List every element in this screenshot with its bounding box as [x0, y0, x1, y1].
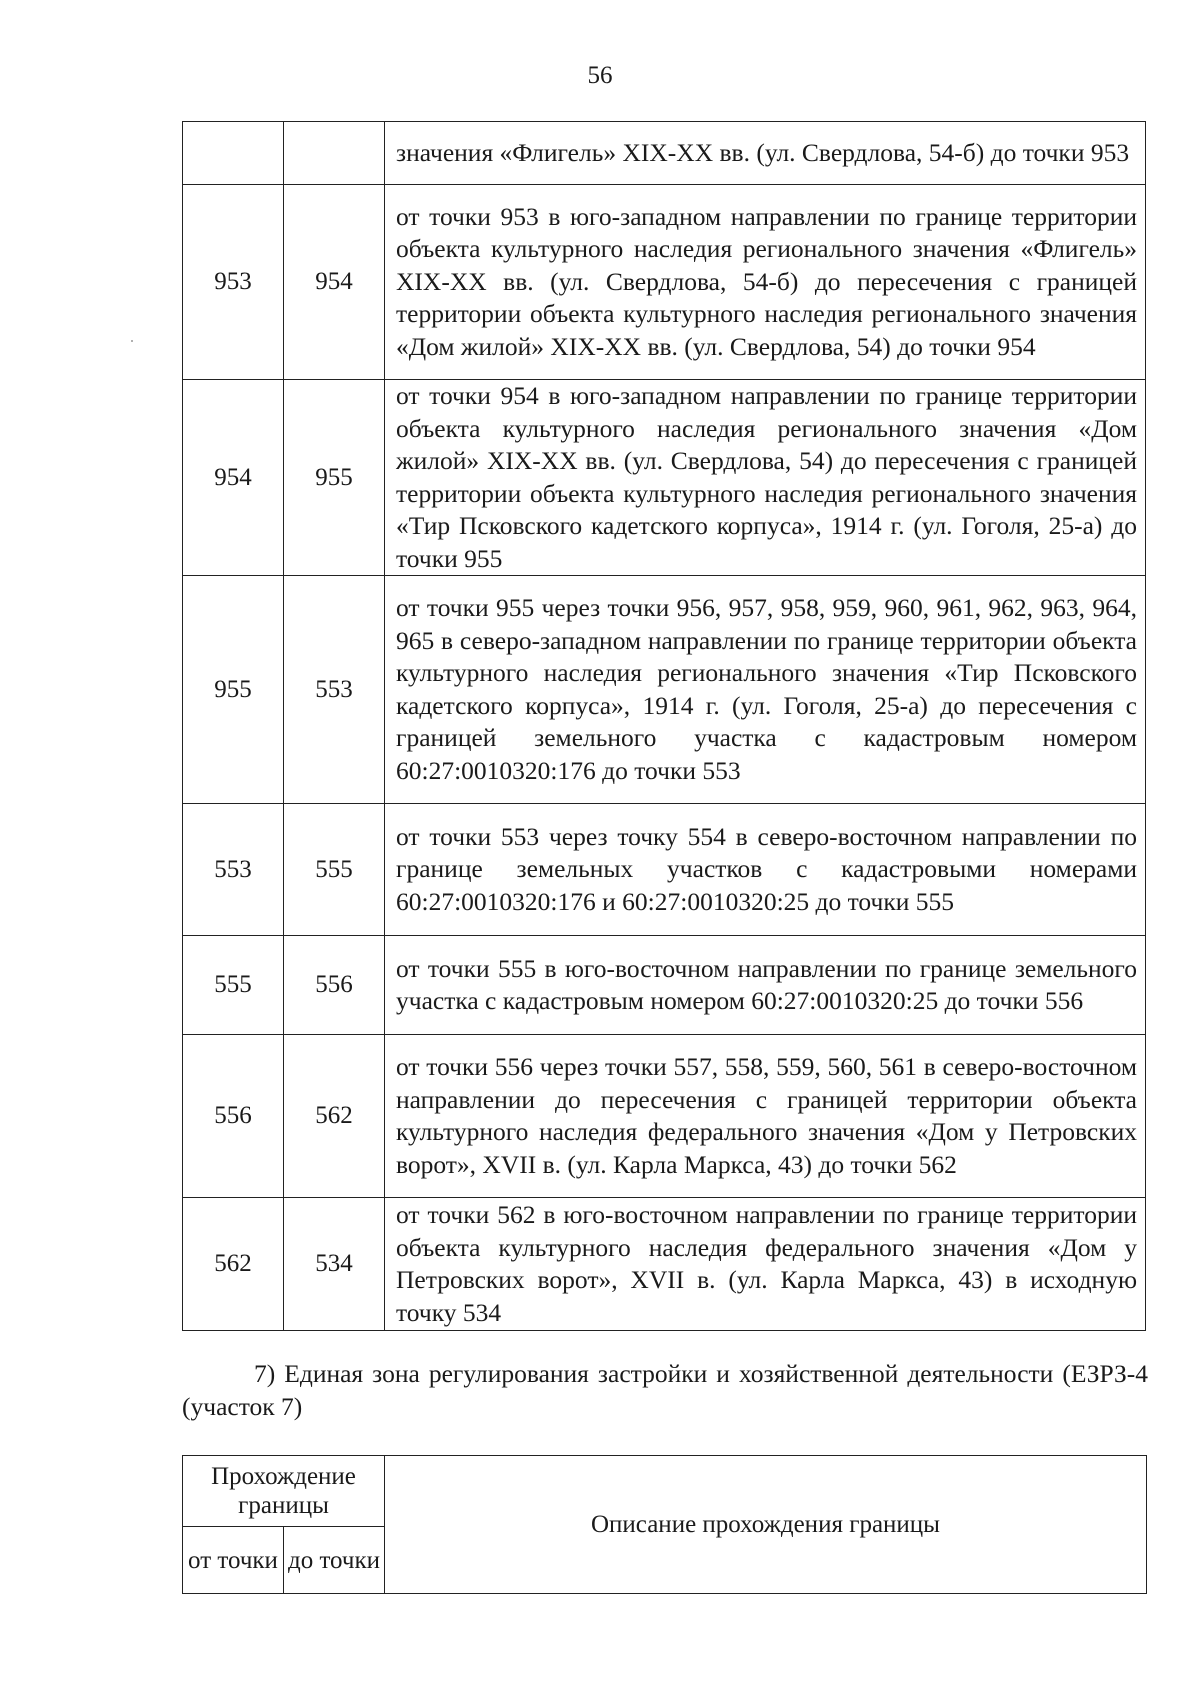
scan-speck [131, 340, 133, 342]
from-point-cell: 556 [183, 1035, 284, 1198]
description-cell: от точки 553 через точку 554 в северо-восточном направлении по границе земельных участков с кадастровыми номерами 60:27:0010320:176 и 60:27:0010320:25 до точки 555 [385, 804, 1146, 936]
table-row [183, 1035, 1146, 1198]
to-point-cell: 955 [284, 380, 385, 576]
header-row [183, 1456, 1147, 1527]
from-point-cell: 562 [183, 1198, 284, 1331]
from-point-cell: 954 [183, 380, 284, 576]
to-point-cell: 555 [284, 804, 385, 936]
table-row [183, 122, 1146, 185]
from-point-cell: 555 [183, 936, 284, 1035]
boundary-header-table [182, 1455, 1147, 1594]
to-point-header: до точки [284, 1527, 385, 1594]
page-number: 56 [587, 62, 613, 89]
to-point-cell: 534 [284, 1198, 385, 1331]
to-point-cell: 556 [284, 936, 385, 1035]
to-point-cell [284, 122, 385, 185]
description-cell: от точки 953 в юго-западном направлении по границе территории объекта культурного наследия регионального значения «Флигель» XIX-XX вв. (ул. Свердлова, 54-б) до пересечения с границей территории объекта культурного наследия регионального значения «Дом жилой» XIX-XX вв. (ул. Свердлова, 54) до точки 954 [385, 185, 1146, 380]
table-row [183, 936, 1146, 1035]
description-cell: значения «Флигель» XIX-XX вв. (ул. Свердлова, 54-б) до точки 953 [385, 122, 1146, 185]
boundary-table [182, 121, 1146, 1331]
table-row [183, 576, 1146, 804]
from-point-cell: 553 [183, 804, 284, 936]
table-row [183, 1198, 1146, 1331]
description-cell: от точки 556 через точки 557, 558, 559, 560, 561 в северо-восточном направлении до пересечения с границей территории объекта культурного наследия федерального значения «Дом у Петровских ворот», XVII в. (ул. Карла Маркса, 43) до точки 562 [385, 1035, 1146, 1198]
description-cell: от точки 954 в юго-западном направлении по границе территории объекта культурного наследия регионального значения «Дом жилой» XIX-XX вв. (ул. Свердлова, 54) до пересечения с границей территории объекта культурного наследия регионального значения «Тир Псковского кадетского корпуса», 1914 г. (ул. Гоголя, 25-а) до точки 955 [385, 380, 1146, 576]
table-row [183, 185, 1146, 380]
description-cell: от точки 955 через точки 956, 957, 958, 959, 960, 961, 962, 963, 964, 965 в северо-западном направлении по границе территории объекта культурного наследия регионального значения «Тир Псковского кадетского корпуса», 1914 г. (ул. Гоголя, 25-а) до пересечения с границей земельного участка с кадастровым номером 60:27:0010320:176 до точки 553 [385, 576, 1146, 804]
to-point-cell: 553 [284, 576, 385, 804]
from-point-header: от точки [183, 1527, 284, 1594]
description-header: Описание прохождения границы [385, 1456, 1147, 1594]
from-point-cell: 953 [183, 185, 284, 380]
description-cell: от точки 555 в юго-восточном направлении по границе земельного участка с кадастровым номером 60:27:0010320:25 до точки 556 [385, 936, 1146, 1035]
to-point-cell: 562 [284, 1035, 385, 1198]
table-row [183, 804, 1146, 936]
description-cell: от точки 562 в юго-восточном направлении по границе территории объекта культурного наследия федерального значения «Дом у Петровских ворот», XVII в. (ул. Карла Маркса, 43) в исходную точку 534 [385, 1198, 1146, 1331]
section-heading: 7) Единая зона регулирования застройки и хозяйственной деятельности (ЕЗРЗ-4 (участок 7) [182, 1359, 1148, 1421]
to-point-cell: 954 [284, 185, 385, 380]
boundary-passage-header: Прохождение границы [183, 1456, 385, 1527]
from-point-cell [183, 122, 284, 185]
from-point-cell: 955 [183, 576, 284, 804]
table-row [183, 380, 1146, 576]
